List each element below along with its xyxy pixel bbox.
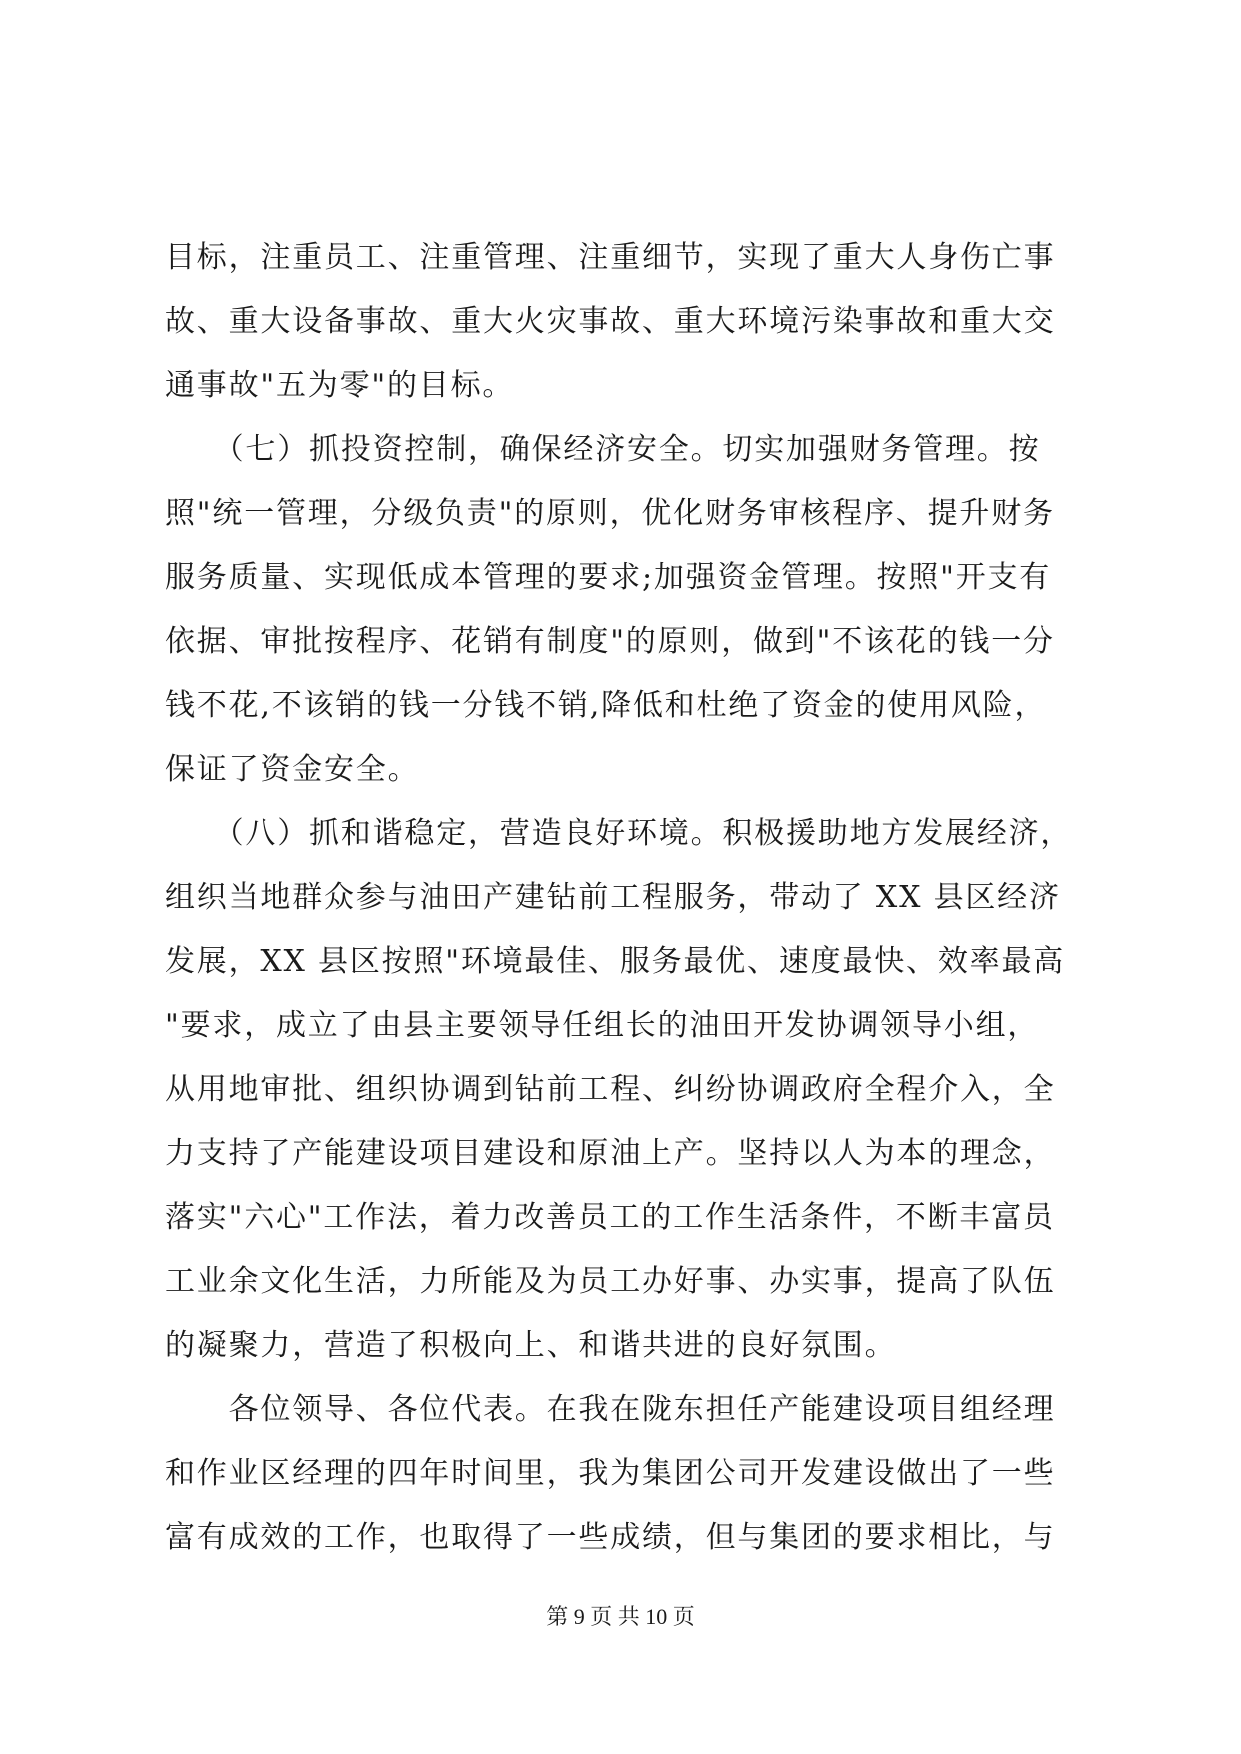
text-line: 和作业区经理的四年时间里，我为集团公司开发建设做出了一些	[165, 1456, 1056, 1491]
text-line: 钱不花,不该销的钱一分钱不销,降低和杜绝了资金的使用风险，	[165, 688, 1047, 723]
text-line: 服务质量、实现低成本管理的要求;加强资金管理。按照"开支有	[165, 560, 1052, 595]
text-line: 故、重大设备事故、重大火灾事故、重大环境污染事故和重大交	[165, 304, 1056, 339]
text-line: （七）抓投资控制，确保经济安全。切实加强财务管理。按	[165, 432, 1041, 467]
text-line: 发展，XX 县区按照"环境最佳、服务最优、速度最快、效率最高	[165, 944, 1066, 979]
text-line: 富有成效的工作，也取得了一些成绩，但与集团的要求相比，与	[165, 1520, 1056, 1555]
text-line: 保证了资金安全。	[165, 752, 420, 787]
text-line: 落实"六心"工作法，着力改善员工的工作生活条件，不断丰富员	[165, 1200, 1055, 1235]
text-line: 的凝聚力，营造了积极向上、和谐共进的良好氛围。	[165, 1328, 897, 1363]
text-line: 通事故"五为零"的目标。	[165, 368, 515, 403]
page-number-label: 第 9 页 共 10 页	[546, 1604, 695, 1629]
text-line: 力支持了产能建设项目建设和原油上产。坚持以人为本的理念，	[165, 1136, 1056, 1171]
text-line: 依据、审批按程序、花销有制度"的原则，做到"不该花的钱一分	[165, 624, 1055, 659]
text-line: 组织当地群众参与油田产建钻前工程服务，带动了 XX 县区经济	[165, 880, 1061, 915]
text-line: "要求，成立了由县主要领导任组长的油田开发协调领导小组，	[165, 1008, 1040, 1043]
text-line: 从用地审批、组织协调到钻前工程、纠纷协调政府全程介入，全	[165, 1072, 1056, 1107]
text-line: 照"统一管理，分级负责"的原则，优化财务审核程序、提升财务	[165, 496, 1055, 531]
text-line: 目标，注重员工、注重管理、注重细节，实现了重大人身伤亡事	[165, 240, 1056, 275]
text-line: 各位领导、各位代表。在我在陇东担任产能建设项目组经理	[165, 1392, 1056, 1427]
text-line: （八）抓和谐稳定，营造良好环境。积极援助地方发展经济，	[165, 816, 1073, 851]
body-text	[165, 226, 1095, 1570]
page-footer	[0, 1600, 1241, 1631]
text-line: 工业余文化生活，力所能及为员工办好事、办实事，提高了队伍	[165, 1264, 1056, 1299]
